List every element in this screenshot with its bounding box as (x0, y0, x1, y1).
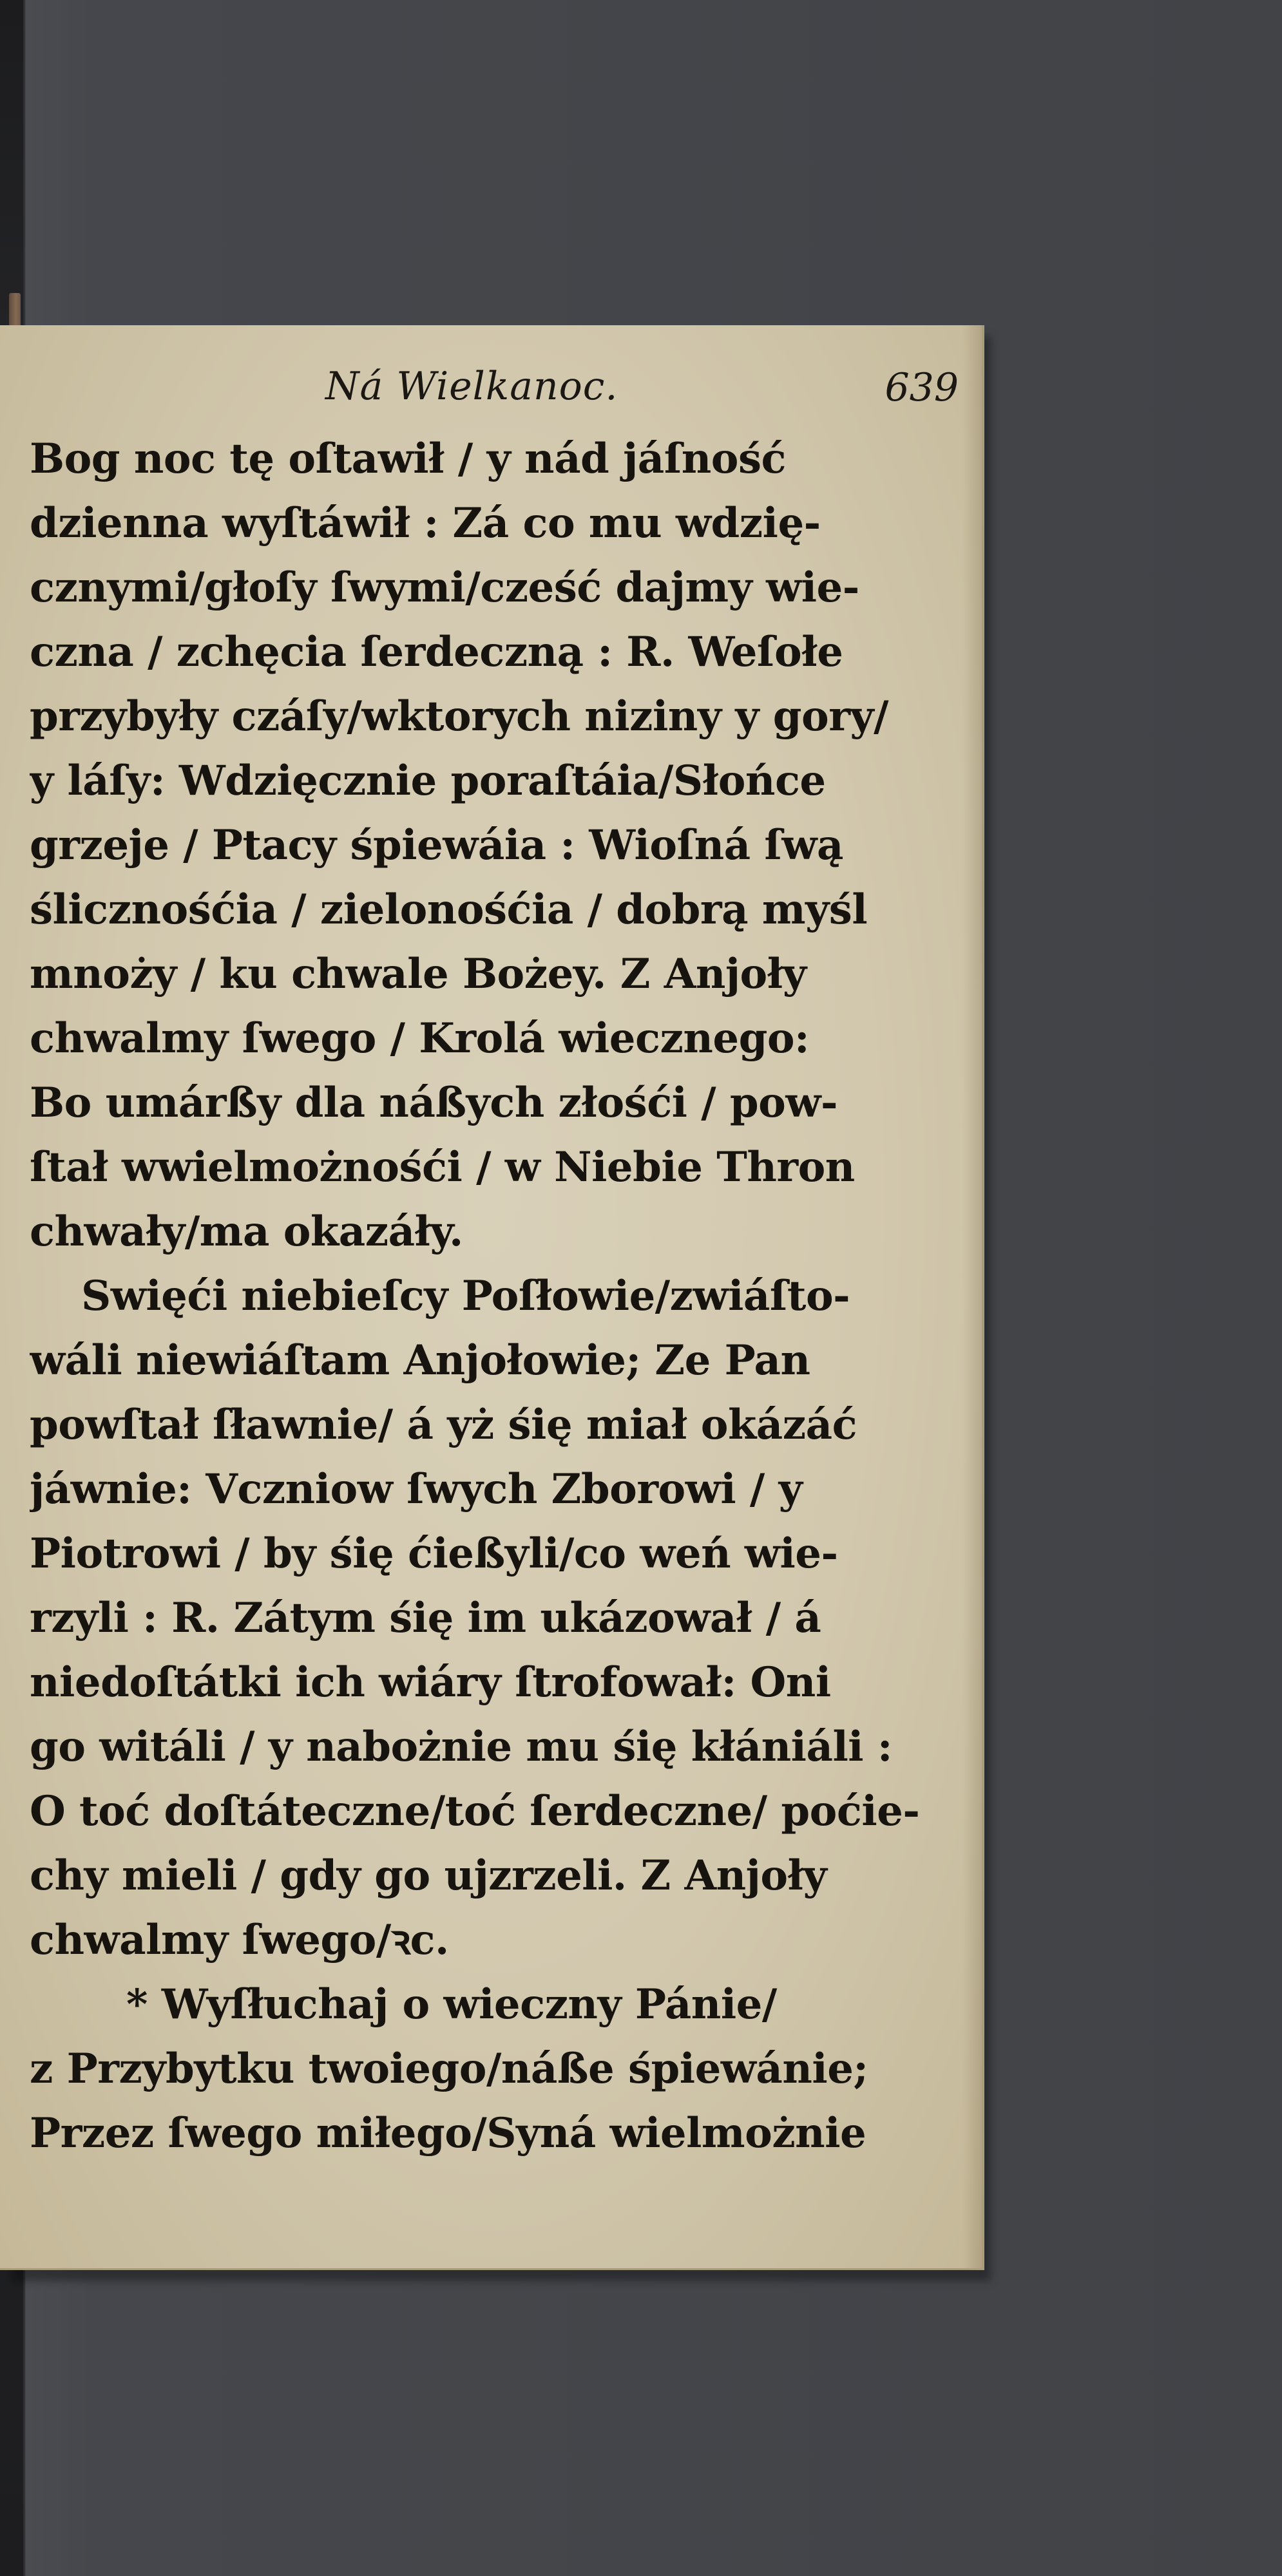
book-page (0, 325, 984, 2270)
text-line: czna / zchęcia ſerdeczną : R. Weſołe (30, 628, 843, 676)
text-line: mnoży / ku chwale Bożey. Z Anjoły (30, 950, 807, 998)
text-line: Bo umárßy dla náßych złośći / pow- (30, 1079, 837, 1127)
text-line: Przez ſwego miłego/Syná wielmożnie (30, 2109, 866, 2157)
text-line: niedoſtátki ich wiáry ſtrofował: Oni (30, 1658, 831, 1707)
running-head: Ná Wielkanoc. (325, 364, 618, 409)
text-line: przybyły czáſy/wktorych niziny y gory/ (30, 692, 888, 741)
text-line: Bog noc tę oſtawił / y nád jáſność (30, 435, 786, 483)
text-line: chwalmy ſwego / Krolá wiecznego: (30, 1014, 810, 1063)
text-line: y láſy: Wdzięcznie poraſtáia/Słońce (30, 757, 826, 805)
text-line: grzeje / Ptacy śpiewáia : Wioſná ſwą (30, 821, 843, 869)
text-line: Piotrowi / by śię ćießyli/co weń wie- (30, 1530, 838, 1578)
hymn-text (30, 427, 977, 2166)
text-line: wáli niewiáſtam Anjołowie; Ze Pan (30, 1336, 810, 1385)
text-line: chy mieli / gdy go ujzrzeli. Z Anjoły (30, 1852, 827, 1900)
text-line: go witáli / y nabożnie mu śię kłániáli : (30, 1723, 892, 1771)
text-line: z Przybytku twoiego/náße śpiewánie; (30, 2045, 868, 2093)
stanza-first-line: Swięći niebieſcy Poſłowie/zwiáſto- (81, 1272, 850, 1320)
text-line: O toć doſtáteczne/toć ſerdeczne/ poćie- (30, 1787, 920, 1835)
text-line: dzienna wyſtáwił : Zá co mu wdzię- (30, 499, 821, 547)
text-line: cznymi/głoſy ſwymi/cześć dajmy wie- (30, 564, 859, 612)
text-line: powſtał ſławnie/ á yż śię miał okázáć (30, 1401, 857, 1449)
text-line: chwalmy ſwego/ꝛc. (30, 1916, 449, 1964)
page-header (0, 364, 984, 415)
text-line: ſtał wwielmożnośći / w Niebie Thron (30, 1143, 855, 1191)
text-line: rzyli : R. Zátym śię im ukázował / á (30, 1594, 821, 1642)
text-line: chwały/ma okazáły. (30, 1208, 463, 1256)
page-number: 639 (885, 365, 959, 410)
text-line: ślicznośćia / zielonośćia / dobrą myśl (30, 886, 868, 934)
stanza-star-line: * Wyſłuchaj o wieczny Pánie/ (126, 1980, 777, 2029)
text-line: jáwnie: Vczniow ſwych Zborowi / y (30, 1465, 803, 1513)
